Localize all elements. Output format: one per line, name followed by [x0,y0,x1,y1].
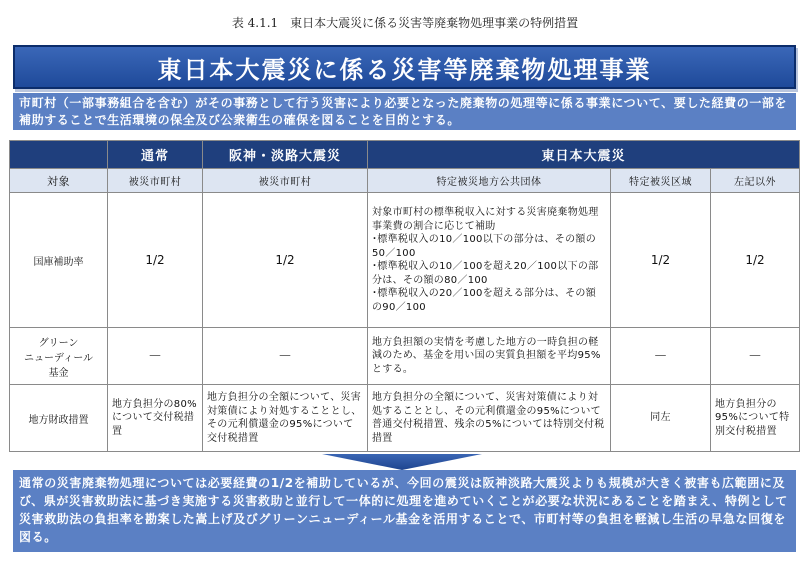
cell-normal: 地方負担分の80%について交付税措置 [108,385,203,452]
purpose-box: 市町村（一部事務組合を含む）がその事務として行う災害により必要となった廃棄物の処理等に係る事業について、要した経費の一部を補助することで生活環境の保全及び公衆衛生の確保を図ることを目的とする。 [13,93,796,130]
row-label: 国庫補助率 [10,193,108,328]
row-label: 地方財政措置 [10,385,108,452]
table-header-row [10,141,800,169]
header-hanshin: 阪神・淡路大震災 [203,141,368,169]
page-title: 東日本大震災に係る災害等廃棄物処理事業 [13,45,796,89]
subheader-other: 左記以外 [711,169,800,193]
summary-box: 通常の災害廃棄物処理については必要経費の1/2を補助しているが、今回の震災は阪神淡路大震災よりも規模が大きく被害も広範囲に及び、県が災害救助法に基づき実施する災害救助と並行して一体的に処理を進めていくことが必要な状況にあることを踏まえ、特例として災害救助法の負担率を勘案した嵩上げ及びグリーンニューディール基金を活用することで、市町村等の負担を軽減し生活の早急な回復を図る。 [13,470,796,552]
cell-special-local: 地方負担額の実情を考慮した地方の一時負担の軽減のため、基金を用い国の実質負担額を平均95%とする。 [368,328,611,385]
table-subheader-row [10,169,800,193]
cell-hanshin: 1/2 [203,193,368,328]
subheader-special-local: 特定被災地方公共団体 [368,169,611,193]
cell-normal: 1/2 [108,193,203,328]
special-measures-table [9,140,800,452]
header-normal: 通常 [108,141,203,169]
subheader-normal: 被災市町村 [108,169,203,193]
row-label: グリーン ニューディール 基金 [10,328,108,385]
subheader-hanshin: 被災市町村 [203,169,368,193]
cell-other: 地方負担分の95%について特別交付税措置 [711,385,800,452]
header-corner [10,141,108,169]
cell-hanshin: － [203,328,368,385]
cell-special-area: － [611,328,711,385]
cell-hanshin: 地方負担分の全額について、災害対策債により対処することとし、その元利償還金の95%について交付税措置 [203,385,368,452]
cell-special-area: 1/2 [611,193,711,328]
cell-other: － [711,328,800,385]
table-row [10,328,800,385]
down-arrow-icon [322,454,482,470]
subheader-special-area: 特定被災区域 [611,169,711,193]
cell-special-local: 対象市町村の標準税収入に対する災害廃棄物処理事業費の割合に応じて補助 ･標準税収入の10／100以下の部分は、その額の50／100 ･標準税収入の10／100を超え20／100以下の部分は、その額の80／100 ･標準税収入の20／100を超える部分は、その額の90／100 [368,193,611,328]
subheader-target: 対象 [10,169,108,193]
table-row [10,385,800,452]
cell-other: 1/2 [711,193,800,328]
table-row [10,193,800,328]
cell-normal: － [108,328,203,385]
cell-special-area: 同左 [611,385,711,452]
cell-special-local: 地方負担分の全額について、災害対策債により対処することとし、その元利償還金の95%について普通交付税措置、残余の5%については特別交付税措置 [368,385,611,452]
header-higashi: 東日本大震災 [368,141,800,169]
table-caption: 表 4.1.1 東日本大震災に係る災害等廃棄物処理事業の特例措置 [231,16,579,30]
